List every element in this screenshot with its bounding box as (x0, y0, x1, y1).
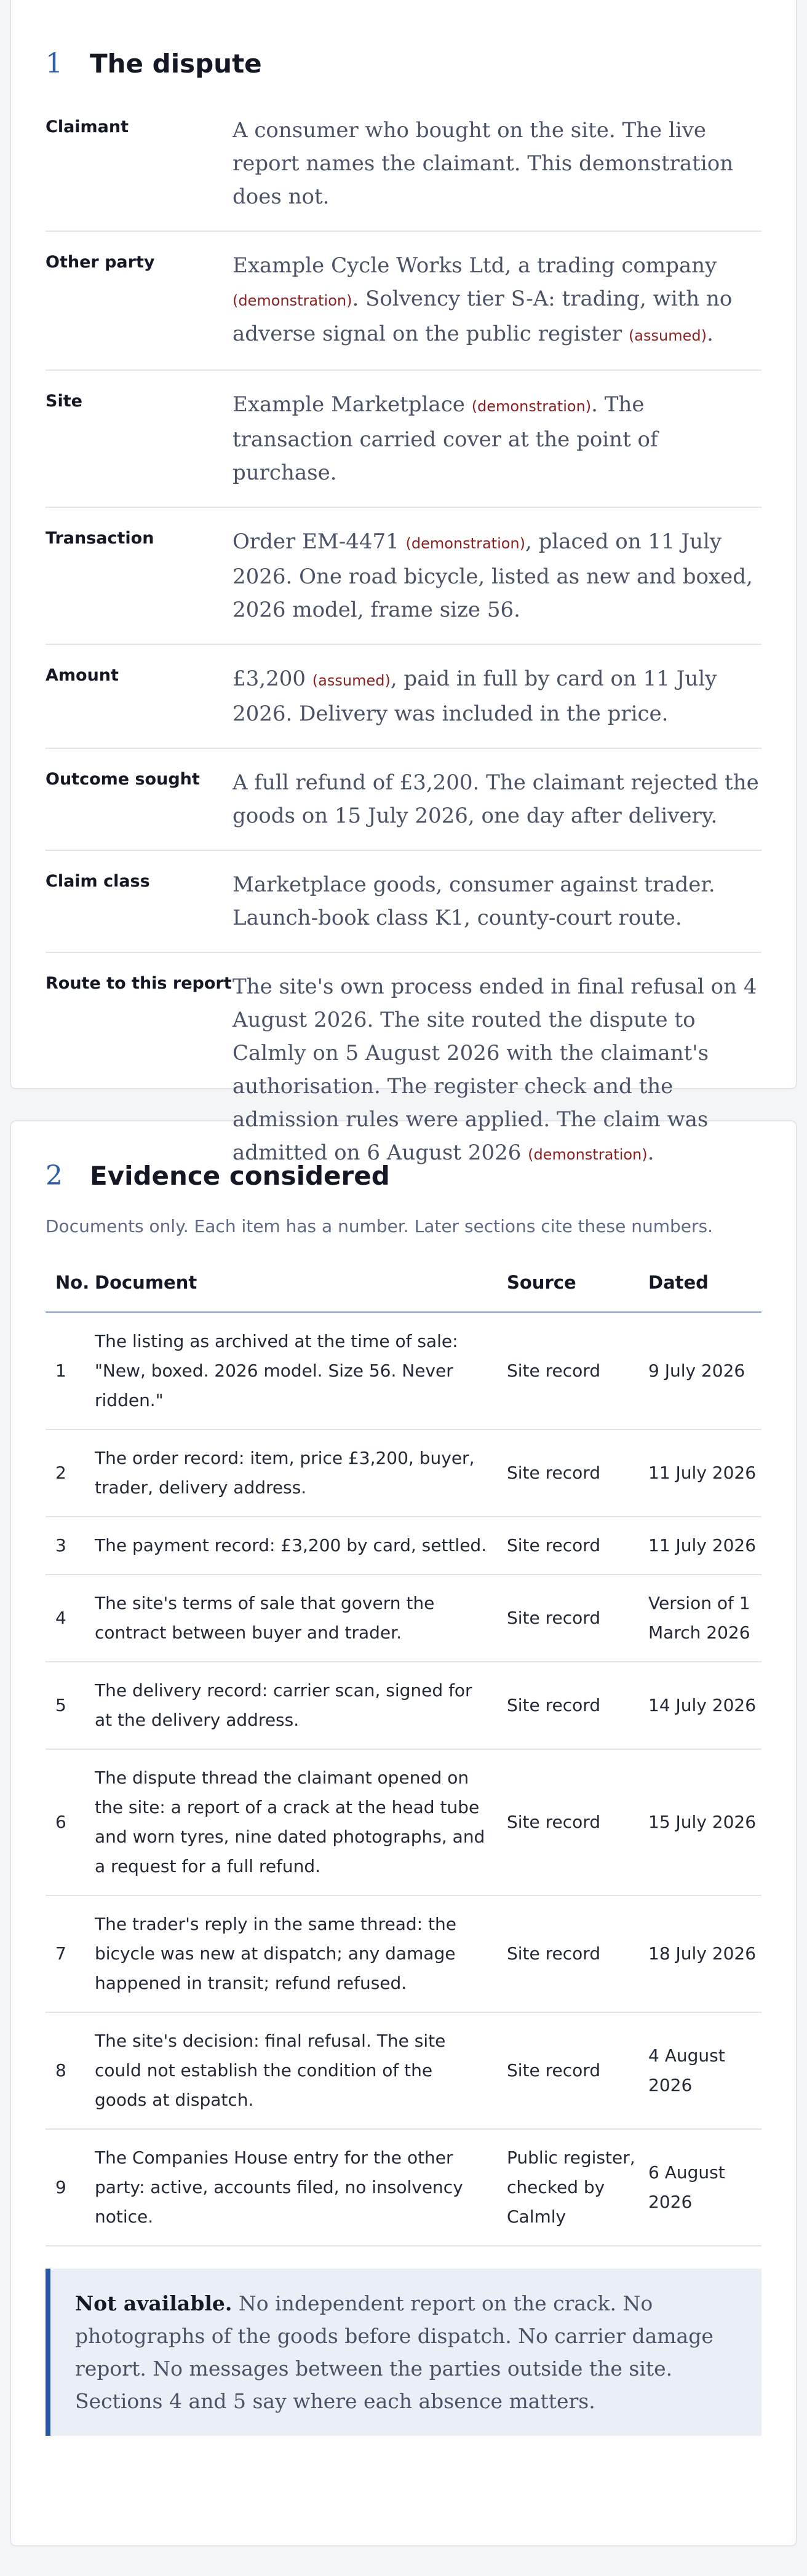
description-text: £3,200 (233, 666, 312, 691)
column-header-document: Document (95, 1262, 507, 1313)
section-number: 1 (46, 48, 63, 79)
section-intro: Documents only. Each item has a number. Later sections cite these numbers. (46, 1216, 714, 1236)
status-tag: (demonstration) (471, 398, 592, 415)
cell-no: 1 (46, 1313, 95, 1430)
dispute-row (46, 508, 761, 645)
cell-source: Site record (507, 2012, 648, 2129)
cell-source: Site record (507, 1895, 648, 2012)
table-row (46, 1749, 761, 1895)
dispute-row (46, 851, 761, 953)
dispute-row (46, 371, 761, 508)
section-dispute (10, 0, 797, 1165)
table-row (46, 1517, 761, 1574)
cell-source: Site record (507, 1662, 648, 1749)
cell-no: 5 (46, 1662, 95, 1749)
cell-document: The Companies House entry for the other party: active, accounts filed, no insolvency notice. (95, 2129, 507, 2246)
cell-document: The site's decision: final refusal. The site could not establish the condition of the goods at dispatch. (95, 2012, 507, 2129)
cell-document: The delivery record: carrier scan, signed for at the delivery address. (95, 1662, 507, 1749)
cell-source: Site record (507, 1429, 648, 1517)
cell-document: The listing as archived at the time of sale: "New, boxed. 2026 model. Size 56. Never ridden." (95, 1313, 507, 1430)
cell-dated: Version of 1 March 2026 (648, 1574, 761, 1662)
cell-dated: 9 July 2026 (648, 1313, 761, 1430)
dispute-description (233, 249, 761, 352)
status-tag: (demonstration) (405, 535, 525, 552)
dispute-term: Site (46, 392, 82, 411)
description-text: Example Cycle Works Ltd, a trading company (233, 253, 717, 278)
cell-dated: 18 July 2026 (648, 1895, 761, 2012)
cell-dated: 6 August 2026 (648, 2129, 761, 2246)
cell-no: 3 (46, 1517, 95, 1574)
dispute-description (233, 970, 761, 1171)
dispute-row (46, 749, 761, 851)
note-text: No independent report on the crack. No photographs of the goods before dispatch. No carrier damage report. No messages between the parties outside the site. Sections 4 and 5 say where each absence matters. (75, 2291, 714, 2413)
status-tag: (assumed) (628, 327, 707, 344)
cell-document: The dispute thread the claimant opened on the site: a report of a crack at the head tube and worn tyres, nine dated photographs, and a request for a full refund. (95, 1749, 507, 1895)
dispute-term: Outcome sought (46, 770, 200, 789)
dispute-term: Claimant (46, 117, 129, 136)
dispute-row (46, 645, 761, 749)
dispute-term: Transaction (46, 529, 154, 548)
cell-source: Site record (507, 1749, 648, 1895)
description-text: . (706, 322, 714, 346)
dispute-description (233, 114, 761, 213)
table-row (46, 2129, 761, 2246)
note-label: Not available. (75, 2291, 233, 2315)
description-text: A full refund of £3,200. The claimant rejected the goods on 15 July 2026, one day after delivery. (233, 770, 759, 828)
dispute-description (233, 766, 761, 832)
column-header-source: Source (507, 1262, 648, 1313)
dispute-term: Claim class (46, 872, 150, 891)
table-row (46, 2012, 761, 2129)
cell-no: 7 (46, 1895, 95, 2012)
dispute-details (46, 114, 761, 1190)
description-text: . The transaction carried cover at the point of purchase. (233, 392, 658, 485)
cell-document: The payment record: £3,200 by card, settled. (95, 1517, 507, 1574)
cell-no: 4 (46, 1574, 95, 1662)
table-row (46, 1662, 761, 1749)
dispute-description (233, 662, 761, 730)
dispute-row (46, 953, 761, 1190)
section-number: 2 (46, 1160, 63, 1191)
cell-dated: 11 July 2026 (648, 1429, 761, 1517)
dispute-row (46, 114, 761, 232)
status-tag: (assumed) (312, 672, 391, 689)
table-header-row (46, 1262, 761, 1313)
description-text: , paid in full by card on 11 July 2026. Delivery was included in the price. (233, 666, 717, 726)
cell-dated: 15 July 2026 (648, 1749, 761, 1895)
cell-document: The trader's reply in the same thread: the bicycle was new at dispatch; any damage happened in transit; refund refused. (95, 1895, 507, 2012)
column-header-no: No. (46, 1262, 95, 1313)
section-evidence (10, 1120, 797, 2546)
not-available-note (46, 2269, 761, 2436)
cell-source: Public register, checked by Calmly (507, 2129, 648, 2246)
cell-dated: 4 August 2026 (648, 2012, 761, 2129)
cell-no: 2 (46, 1429, 95, 1517)
table-row (46, 1574, 761, 1662)
column-header-dated: Dated (648, 1262, 761, 1313)
evidence-table (46, 1262, 761, 2246)
dispute-row (46, 232, 761, 371)
dispute-description (233, 525, 761, 626)
description-text: . Solvency tier S-A: trading, with no adverse signal on the public register (233, 286, 733, 346)
table-row (46, 1429, 761, 1517)
dispute-term: Route to this report (46, 974, 232, 993)
table-row (46, 1313, 761, 1430)
cell-source: Site record (507, 1517, 648, 1574)
status-tag: (demonstration) (528, 1146, 648, 1163)
dispute-description (233, 868, 761, 934)
section-title: Evidence considered (90, 1161, 390, 1191)
description-text: Marketplace goods, consumer against trader. Launch-book class K1, county-court route. (233, 872, 715, 930)
cell-no: 6 (46, 1749, 95, 1895)
status-tag: (demonstration) (233, 292, 352, 309)
description-text: Example Marketplace (233, 392, 472, 417)
section-heading (46, 48, 761, 79)
cell-no: 9 (46, 2129, 95, 2246)
description-text: , placed on 11 July 2026. One road bicycle, listed as new and boxed, 2026 model, frame size 56. (233, 529, 753, 622)
dispute-description (233, 388, 761, 489)
cell-no: 8 (46, 2012, 95, 2129)
cell-source: Site record (507, 1574, 648, 1662)
dispute-term: Other party (46, 253, 155, 272)
cell-document: The site's terms of sale that govern the contract between buyer and trader. (95, 1574, 507, 1662)
description-text: Order EM-4471 (233, 529, 406, 554)
description-text: A consumer who bought on the site. The live report names the claimant. This demonstration does not. (233, 118, 734, 209)
cell-dated: 14 July 2026 (648, 1662, 761, 1749)
cell-document: The order record: item, price £3,200, buyer, trader, delivery address. (95, 1429, 507, 1517)
table-row (46, 1895, 761, 2012)
description-text: . (647, 1140, 654, 1165)
cell-dated: 11 July 2026 (648, 1517, 761, 1574)
section-title: The dispute (90, 49, 262, 79)
description-text: The site's own process ended in final refusal on 4 August 2026. The site routed the dispute to Calmly on 5 August 2026 with the claimant's authorisation. The register check and the admission rules were applied. The claim was admitted on 6 August 2026 (233, 974, 757, 1165)
dispute-term: Amount (46, 666, 119, 685)
cell-source: Site record (507, 1313, 648, 1430)
